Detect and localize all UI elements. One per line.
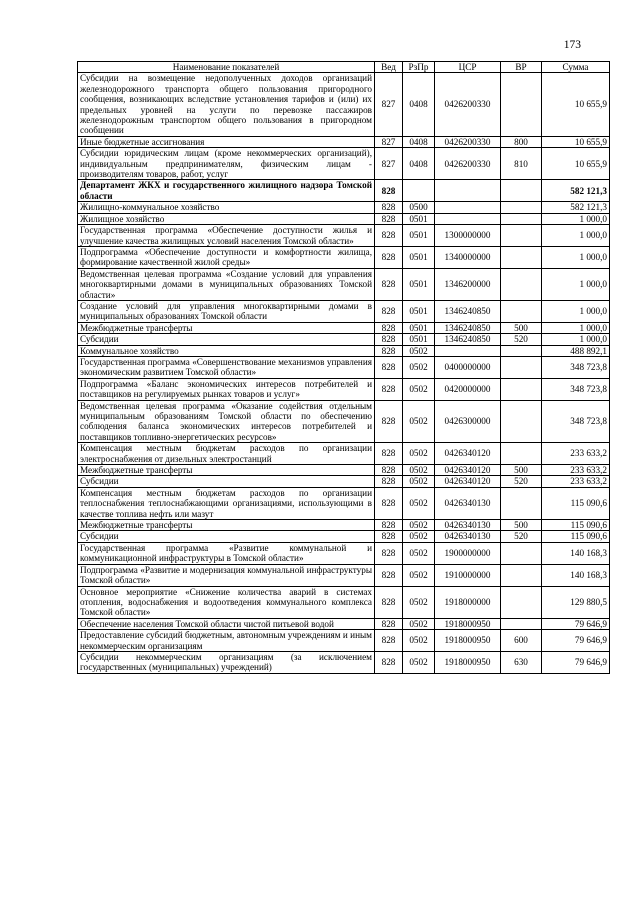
cell-ved: 828 bbox=[375, 630, 403, 652]
cell-sum: 10 655,9 bbox=[542, 73, 610, 136]
cell-csr: 0400000000 bbox=[435, 356, 501, 378]
cell-sum: 79 646,9 bbox=[542, 618, 610, 629]
cell-rzpr: 0500 bbox=[403, 202, 435, 213]
table-row bbox=[78, 268, 610, 300]
cell-ved: 828 bbox=[375, 300, 403, 322]
cell-name: Иные бюджетные ассигнования bbox=[78, 136, 375, 147]
cell-sum: 140 168,3 bbox=[542, 542, 610, 564]
table-header-row bbox=[78, 62, 610, 73]
table-row bbox=[78, 334, 610, 345]
cell-rzpr: 0501 bbox=[403, 300, 435, 322]
cell-ved: 828 bbox=[375, 334, 403, 345]
cell-rzpr: 0501 bbox=[403, 213, 435, 224]
cell-rzpr: 0502 bbox=[403, 630, 435, 652]
cell-csr: 1346200000 bbox=[435, 268, 501, 300]
cell-sum: 1 000,0 bbox=[542, 268, 610, 300]
cell-csr bbox=[435, 345, 501, 356]
table-body bbox=[78, 73, 610, 673]
cell-name: Создание условий для управления многоквартирными домами в муниципальных образованиях Томской области bbox=[78, 300, 375, 322]
cell-ved: 828 bbox=[375, 322, 403, 333]
cell-csr: 1340000000 bbox=[435, 246, 501, 268]
cell-ved: 828 bbox=[375, 476, 403, 487]
cell-vr bbox=[501, 202, 542, 213]
table-row bbox=[78, 520, 610, 531]
cell-csr: 1346240850 bbox=[435, 300, 501, 322]
column-header-ved: Вед bbox=[375, 62, 403, 73]
cell-ved: 827 bbox=[375, 148, 403, 180]
table-row bbox=[78, 618, 610, 629]
cell-rzpr bbox=[403, 180, 435, 202]
page-number: 173 bbox=[563, 39, 581, 51]
cell-vr bbox=[501, 487, 542, 519]
cell-ved: 827 bbox=[375, 73, 403, 136]
cell-ved: 828 bbox=[375, 345, 403, 356]
cell-csr: 1918000950 bbox=[435, 651, 501, 673]
table-row bbox=[78, 586, 610, 618]
cell-vr bbox=[501, 345, 542, 356]
cell-rzpr: 0502 bbox=[403, 443, 435, 465]
cell-csr: 1346240850 bbox=[435, 334, 501, 345]
cell-sum: 1 000,0 bbox=[542, 300, 610, 322]
cell-rzpr: 0502 bbox=[403, 356, 435, 378]
table-row bbox=[78, 246, 610, 268]
cell-csr bbox=[435, 180, 501, 202]
cell-name: Коммунальное хозяйство bbox=[78, 345, 375, 356]
cell-vr: 520 bbox=[501, 334, 542, 345]
cell-name: Департамент ЖКХ и государственного жилищного надзора Томской области bbox=[78, 180, 375, 202]
cell-name: Государственная программа «Обеспечение доступности жилья и улучшение качества жилищных условий населения Томской области» bbox=[78, 225, 375, 247]
cell-ved: 828 bbox=[375, 400, 403, 443]
table-row bbox=[78, 465, 610, 476]
cell-name: Субсидии bbox=[78, 476, 375, 487]
cell-rzpr: 0502 bbox=[403, 345, 435, 356]
cell-csr: 1918000950 bbox=[435, 618, 501, 629]
table-row bbox=[78, 345, 610, 356]
cell-csr: 0426200330 bbox=[435, 136, 501, 147]
cell-rzpr: 0501 bbox=[403, 334, 435, 345]
cell-rzpr: 0502 bbox=[403, 651, 435, 673]
cell-rzpr: 0501 bbox=[403, 268, 435, 300]
cell-ved: 828 bbox=[375, 180, 403, 202]
cell-sum: 233 633,2 bbox=[542, 476, 610, 487]
cell-vr bbox=[501, 443, 542, 465]
cell-csr: 0426340130 bbox=[435, 520, 501, 531]
cell-vr bbox=[501, 564, 542, 586]
cell-sum: 79 646,9 bbox=[542, 651, 610, 673]
cell-rzpr: 0502 bbox=[403, 400, 435, 443]
cell-rzpr: 0502 bbox=[403, 476, 435, 487]
cell-sum: 1 000,0 bbox=[542, 322, 610, 333]
cell-sum: 10 655,9 bbox=[542, 148, 610, 180]
cell-vr bbox=[501, 180, 542, 202]
cell-sum: 1 000,0 bbox=[542, 225, 610, 247]
cell-csr: 0426340120 bbox=[435, 476, 501, 487]
cell-ved: 828 bbox=[375, 564, 403, 586]
cell-ved: 828 bbox=[375, 356, 403, 378]
cell-csr: 1918000950 bbox=[435, 630, 501, 652]
cell-sum: 348 723,8 bbox=[542, 400, 610, 443]
cell-csr bbox=[435, 202, 501, 213]
column-header-name: Наименование показателей bbox=[78, 62, 375, 73]
cell-sum: 115 090,6 bbox=[542, 520, 610, 531]
cell-rzpr: 0408 bbox=[403, 73, 435, 136]
cell-name: Подпрограмма «Баланс экономических интересов потребителей и поставщиков на регулируемых рынках товаров и услуг» bbox=[78, 378, 375, 400]
cell-csr: 1910000000 bbox=[435, 564, 501, 586]
cell-sum: 582 121,3 bbox=[542, 202, 610, 213]
cell-name: Субсидии некоммерческим организациям (за исключением государственных (муниципальных) учреждений) bbox=[78, 651, 375, 673]
cell-sum: 10 655,9 bbox=[542, 136, 610, 147]
cell-sum: 79 646,9 bbox=[542, 630, 610, 652]
cell-vr bbox=[501, 268, 542, 300]
cell-sum: 233 633,2 bbox=[542, 443, 610, 465]
cell-name: Основное мероприятие «Снижение количества аварий в системах отопления, водоснабжения и водоотведения коммунального комплекса Томской области» bbox=[78, 586, 375, 618]
cell-name: Субсидии на возмещение недополученных доходов организаций железнодорожного транспорта общего пользования пригородного сообщения, возникающих вследствие установления тарифов и (или) их предельных уровней на услуги по перевозке пассажиров железнодорожным транспортом общего пользования в пригородном сообщении bbox=[78, 73, 375, 136]
table-row bbox=[78, 476, 610, 487]
cell-sum: 1 000,0 bbox=[542, 213, 610, 224]
cell-name: Жилищное хозяйство bbox=[78, 213, 375, 224]
column-header-rzpr: РзПр bbox=[403, 62, 435, 73]
cell-rzpr: 0408 bbox=[403, 136, 435, 147]
cell-rzpr: 0502 bbox=[403, 378, 435, 400]
cell-vr bbox=[501, 378, 542, 400]
cell-name: Компенсация местным бюджетам расходов по организации электроснабжения от дизельных электростанций bbox=[78, 443, 375, 465]
cell-sum: 488 892,1 bbox=[542, 345, 610, 356]
table-row bbox=[78, 356, 610, 378]
table-row bbox=[78, 564, 610, 586]
column-header-sum: Сумма bbox=[542, 62, 610, 73]
cell-sum: 140 168,3 bbox=[542, 564, 610, 586]
cell-csr: 0420000000 bbox=[435, 378, 501, 400]
cell-vr: 630 bbox=[501, 651, 542, 673]
cell-ved: 828 bbox=[375, 378, 403, 400]
cell-vr: 500 bbox=[501, 465, 542, 476]
cell-name: Государственная программа «Развитие коммунальной и коммуникационной инфраструктуры в Томской области» bbox=[78, 542, 375, 564]
cell-vr bbox=[501, 586, 542, 618]
table-row bbox=[78, 651, 610, 673]
cell-vr: 520 bbox=[501, 531, 542, 542]
cell-vr bbox=[501, 300, 542, 322]
cell-sum: 348 723,8 bbox=[542, 378, 610, 400]
cell-name: Субсидии юридическим лицам (кроме некоммерческих организаций), индивидуальным предпринимателям, физическим лицам - производителям товаров, работ, услуг bbox=[78, 148, 375, 180]
cell-csr: 0426340130 bbox=[435, 531, 501, 542]
cell-csr: 1900000000 bbox=[435, 542, 501, 564]
cell-csr: 0426340130 bbox=[435, 487, 501, 519]
table-row bbox=[78, 322, 610, 333]
cell-rzpr: 0501 bbox=[403, 322, 435, 333]
cell-name: Ведомственная целевая программа «Оказание содействия отдельным муниципальным образованиям Томской области по обеспечению соблюдения баланса экономических интересов потребителей и поставщиков топливно-энергетических ресурсов» bbox=[78, 400, 375, 443]
cell-vr bbox=[501, 225, 542, 247]
cell-name: Жилищно-коммунальное хозяйство bbox=[78, 202, 375, 213]
budget-table bbox=[77, 61, 610, 674]
table-row bbox=[78, 443, 610, 465]
cell-ved: 828 bbox=[375, 618, 403, 629]
cell-ved: 828 bbox=[375, 213, 403, 224]
cell-name: Обеспечение населения Томской области чистой питьевой водой bbox=[78, 618, 375, 629]
cell-rzpr: 0502 bbox=[403, 564, 435, 586]
cell-name: Межбюджетные трансферты bbox=[78, 322, 375, 333]
cell-ved: 828 bbox=[375, 520, 403, 531]
cell-name: Межбюджетные трансферты bbox=[78, 465, 375, 476]
cell-vr: 500 bbox=[501, 322, 542, 333]
cell-sum: 1 000,0 bbox=[542, 246, 610, 268]
cell-ved: 828 bbox=[375, 443, 403, 465]
table-row bbox=[78, 225, 610, 247]
cell-ved: 828 bbox=[375, 586, 403, 618]
table-row bbox=[78, 487, 610, 519]
cell-rzpr: 0502 bbox=[403, 542, 435, 564]
cell-csr: 0426200330 bbox=[435, 148, 501, 180]
cell-rzpr: 0408 bbox=[403, 148, 435, 180]
cell-vr bbox=[501, 73, 542, 136]
table-row bbox=[78, 180, 610, 202]
cell-name: Компенсация местным бюджетам расходов по организации теплоснабжения теплоснабжающими организациями, использующими в качестве топлива нефть или мазут bbox=[78, 487, 375, 519]
cell-sum: 348 723,8 bbox=[542, 356, 610, 378]
table-row bbox=[78, 542, 610, 564]
cell-csr: 0426340120 bbox=[435, 443, 501, 465]
cell-rzpr: 0502 bbox=[403, 586, 435, 618]
cell-ved: 828 bbox=[375, 542, 403, 564]
cell-sum: 233 633,2 bbox=[542, 465, 610, 476]
cell-ved: 828 bbox=[375, 225, 403, 247]
cell-sum: 115 090,6 bbox=[542, 531, 610, 542]
column-header-csr: ЦСР bbox=[435, 62, 501, 73]
cell-name: Субсидии bbox=[78, 334, 375, 345]
table-row bbox=[78, 148, 610, 180]
cell-rzpr: 0501 bbox=[403, 246, 435, 268]
cell-csr: 1346240850 bbox=[435, 322, 501, 333]
cell-csr: 0426300000 bbox=[435, 400, 501, 443]
table-row bbox=[78, 378, 610, 400]
cell-vr bbox=[501, 213, 542, 224]
cell-vr: 520 bbox=[501, 476, 542, 487]
cell-sum: 582 121,3 bbox=[542, 180, 610, 202]
cell-csr: 0426340120 bbox=[435, 465, 501, 476]
cell-vr bbox=[501, 542, 542, 564]
cell-rzpr: 0502 bbox=[403, 465, 435, 476]
cell-name: Межбюджетные трансферты bbox=[78, 520, 375, 531]
cell-rzpr: 0502 bbox=[403, 487, 435, 519]
cell-ved: 828 bbox=[375, 268, 403, 300]
column-header-vr: ВР bbox=[501, 62, 542, 73]
cell-name: Ведомственная целевая программа «Создание условий для управления многоквартирными домами в муниципальных образованиях Томской области» bbox=[78, 268, 375, 300]
table-row bbox=[78, 136, 610, 147]
cell-csr: 1918000000 bbox=[435, 586, 501, 618]
cell-vr bbox=[501, 618, 542, 629]
cell-ved: 828 bbox=[375, 651, 403, 673]
cell-rzpr: 0501 bbox=[403, 225, 435, 247]
cell-name: Подпрограмма «Обеспечение доступности и комфортности жилища, формирование качественной жилой среды» bbox=[78, 246, 375, 268]
cell-name: Государственная программа «Совершенствование механизмов управления экономическим развитием Томской области» bbox=[78, 356, 375, 378]
cell-csr: 0426200330 bbox=[435, 73, 501, 136]
cell-vr bbox=[501, 246, 542, 268]
cell-vr: 810 bbox=[501, 148, 542, 180]
cell-ved: 828 bbox=[375, 531, 403, 542]
cell-ved: 828 bbox=[375, 246, 403, 268]
cell-ved: 828 bbox=[375, 202, 403, 213]
cell-ved: 828 bbox=[375, 487, 403, 519]
cell-sum: 1 000,0 bbox=[542, 334, 610, 345]
cell-name: Предоставление субсидий бюджетным, автономным учреждениям и иным некоммерческим организациям bbox=[78, 630, 375, 652]
cell-rzpr: 0502 bbox=[403, 520, 435, 531]
cell-csr: 1300000000 bbox=[435, 225, 501, 247]
cell-ved: 827 bbox=[375, 136, 403, 147]
table-row bbox=[78, 531, 610, 542]
cell-vr: 500 bbox=[501, 520, 542, 531]
cell-vr: 800 bbox=[501, 136, 542, 147]
cell-vr bbox=[501, 356, 542, 378]
cell-rzpr: 0502 bbox=[403, 531, 435, 542]
table-row bbox=[78, 630, 610, 652]
cell-sum: 129 880,5 bbox=[542, 586, 610, 618]
cell-name: Субсидии bbox=[78, 531, 375, 542]
cell-csr bbox=[435, 213, 501, 224]
cell-ved: 828 bbox=[375, 465, 403, 476]
table-row bbox=[78, 300, 610, 322]
cell-vr bbox=[501, 400, 542, 443]
table-row bbox=[78, 400, 610, 443]
cell-name: Подпрограмма «Развитие и модернизация коммунальной инфраструктуры Томской области» bbox=[78, 564, 375, 586]
cell-rzpr: 0502 bbox=[403, 618, 435, 629]
cell-sum: 115 090,6 bbox=[542, 487, 610, 519]
table-row bbox=[78, 73, 610, 136]
cell-vr: 600 bbox=[501, 630, 542, 652]
table-row bbox=[78, 202, 610, 213]
table-row bbox=[78, 213, 610, 224]
